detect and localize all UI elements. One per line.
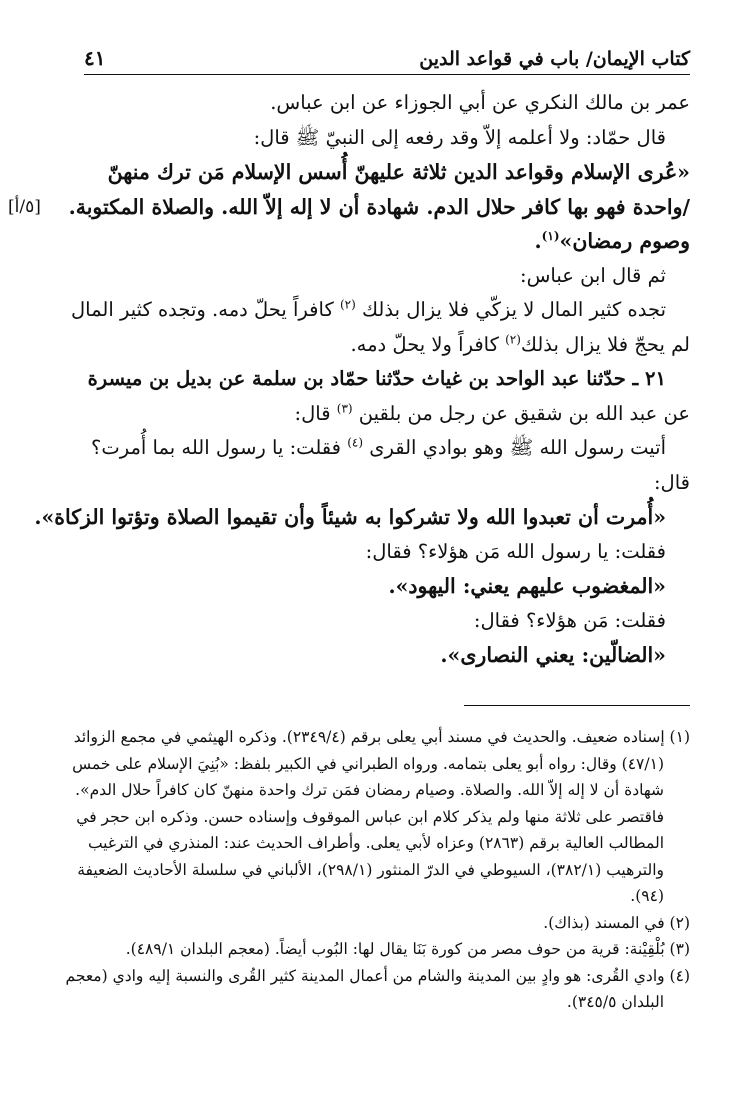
text-line: عمر بن مالك النكري عن أبي الجوزاء عن ابن عباس.	[270, 91, 690, 114]
footnote-ref: (٢)	[339, 297, 356, 312]
footnotes	[65, 724, 690, 1016]
footnote-line: (٩٤).	[630, 887, 664, 905]
footnote-divider	[464, 705, 690, 706]
footnote-line: (٤) وادي القُرى: هو وادٍ بين المدينة والشام من أعمال المدينة كثير القُرى والنسبة إليه وادي (معجم	[65, 966, 690, 985]
hadith-line: «الضالّين: يعني النصارى».	[440, 643, 666, 667]
text-line: فقلت: يا رسول الله مَن هؤلاء؟ فقال:	[365, 539, 666, 563]
footnote-ref: (٣)	[336, 401, 353, 415]
running-header	[84, 36, 690, 75]
text-line: قال حمّاد: ولا أعلمه إلاّ وقد رفعه إلى النبيّ ﷺ قال:	[253, 125, 666, 149]
text-line: فقلت: مَن هؤلاء؟ فقال:	[473, 608, 666, 632]
text-line: قال:	[653, 470, 690, 494]
text-line: لم يحجّ فلا يزال بذلك$^{(٢)}$ كافراً ولا يحلّ دمه.	[350, 332, 690, 356]
footnote-line: (٤٧/١) وقال: رواه أبو يعلى بتمامه. ورواه الطبراني في الكبير بلفظ: «بُنِيَ الإسلام على خمس	[72, 754, 664, 773]
hadith-number-line: ٢١ ـ حدّثنا عبد الواحد بن غياث حدّثنا حمّاد بن سلمة عن بديل بن ميسرة	[87, 367, 666, 390]
footnote-line: فاقتصر على ثلاثة منها ولم يذكر كلام ابن عباس الموقوف وإسناده حسن. وذكره ابن حجر في	[76, 807, 664, 826]
manuscript-folio-mark: [٥/أ]	[8, 196, 41, 217]
footnote-ref: (٢)	[505, 332, 521, 346]
hadith-line: «المغضوب عليهم يعني: اليهود».	[388, 574, 666, 598]
footnote-line: (٢) في المسند (بذاك).	[543, 913, 690, 932]
hadith-line: «عُرى الإسلام وقواعد الدين ثلاثة عليهنّ أُسس الإسلام مَن ترك منهنّ	[107, 160, 690, 184]
text-line: ثم قال ابن عباس:	[520, 263, 666, 287]
text-line: تجده كثير المال لا يزكّي فلا يزال بذلك $^{(٢)}$ كافراً يحلّ دمه. وتجده كثير المال	[71, 297, 666, 321]
footnote-line: والترهيب (٣٨٢/١)، السيوطي في الدرّ المنثور (٢٩٨/١)، الألباني في سلسلة الأحاديث الضعيفة	[77, 860, 664, 879]
hadith-line: وصوم رمضان»$^{(١)}$.	[534, 229, 690, 253]
footnote-line: (٣) بُلْقِيْنة: قرية من حوف مصر من كورة بَنَا يقال لها: البُوب أيضاً. (معجم البلدان ٤٨٩/١).	[125, 940, 690, 958]
text-line: أتيت رسول الله ﷺ وهو بوادي القرى $^{(٤)}$ فقلت: يا رسول الله بما أُمرت؟	[91, 435, 666, 459]
footnote-ref: (٤)	[347, 435, 364, 450]
footnote-ref: (١)	[541, 229, 560, 244]
hadith-line: /واحدة فهو بها كافر حلال الدم. شهادة أن لا إله إلاّ الله. والصلاة المكتوبة. [٥/أ]	[40, 190, 690, 225]
footnote-line: البلدان ٣٤٥/٥).	[566, 993, 664, 1011]
footnote-line: (١) إسناده ضعيف. والحديث في مسند أبي يعلى برقم (٢٣٤٩/٤). وذكره الهيثمي في مجمع الزوائد	[73, 728, 690, 746]
footnote-line: شهادة أن لا إله إلاّ الله. والصلاة. وصيام رمضان فمَن ترك واحدة منهنّ كان كافراً حلال الدم».	[75, 781, 664, 799]
chapter-title: كتاب الإيمان/ باب في قواعد الدين	[419, 48, 690, 70]
footnote-line: المطالب العالية برقم (٢٨٦٣) وعزاه لأبي يعلى. وأطراف الحديث عند: المنذري في الترغيب	[87, 834, 664, 852]
page-number: ٤١	[84, 46, 106, 70]
main-text	[8, 86, 690, 673]
text-line: عن عبد الله بن شقيق عن رجل من بلقين $^{(٣)}$ قال:	[294, 401, 690, 425]
hadith-line: «أُمرت أن تعبدوا الله ولا تشركوا به شيئاً وأن تقيموا الصلاة وتؤتوا الزكاة».	[34, 505, 666, 529]
